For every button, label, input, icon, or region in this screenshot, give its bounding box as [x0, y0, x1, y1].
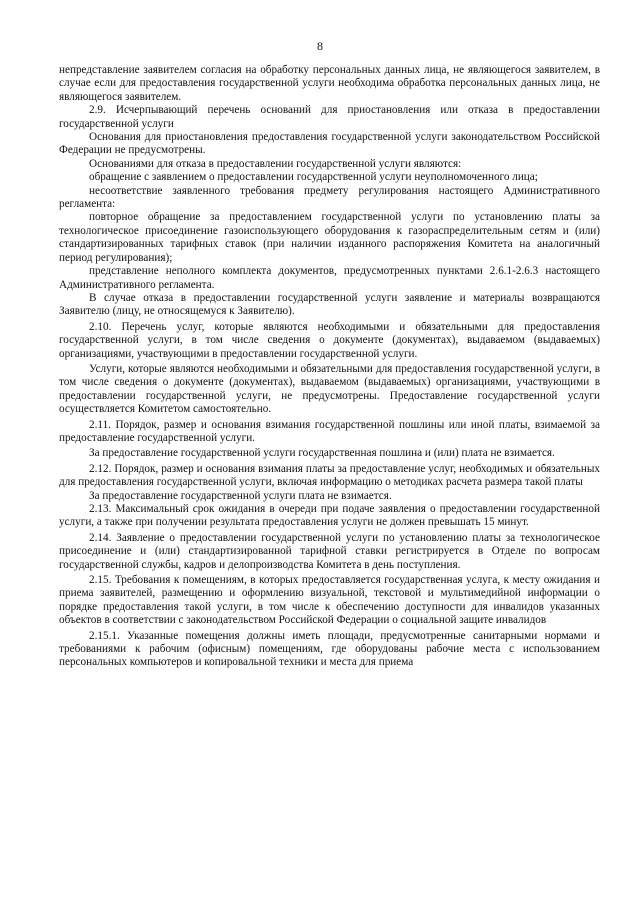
section-heading: 2.14. Заявление о предоставлении государственной услуги по установлению платы за технологическое присоединение и (или) стандартизированной тарифной ставки регистрируется в Отделе по вопросам государственной службы, кадров и делопроизводства Комитета в день поступления. [59, 531, 600, 571]
page-number: 8 [317, 39, 323, 53]
section-heading: 2.13. Максимальный срок ожидания в очереди при подаче заявления о предоставлении государственной услуги, а также при получении результата предоставления услуги не должен превышать 15 минут. [59, 503, 600, 529]
list-item: повторное обращение за предоставлением государственной услуги по установлению платы за технологическое присоединение газоиспользующего оборудования к газораспределительным сетям и (или) стандартизированных тарифных ставок (при наличии изданного распоряжения Комитета на аналогичный период регулирования); [59, 211, 600, 264]
list-item: обращение с заявлением о предоставлении государственной услуги неуполномоченного лица; [89, 171, 538, 184]
section-heading: 2.10. Перечень услуг, которые являются необходимыми и обязательными для предоставления государственной услуги, в том числе сведения о документе (документах), выдаваемом (выдаваемых) организациями, участвующими в предоставлении государственной услуги. [59, 320, 600, 360]
paragraph: непредставление заявителем согласия на обработку персональных данных лица, не являющегося заявителем, в случае если для предоставления государственной услуги необходима обработка персональных данных лица, не являющегося заявителем. [59, 64, 600, 103]
list-item: несоответствие заявленного требования предмету регулирования настоящего Административного регламента: [59, 184, 600, 211]
paragraph: За предоставление государственной услуги плата не взимается. [89, 489, 392, 502]
paragraph: Услуги, которые являются необходимыми и обязательными для предоставления государственной услуги, в том числе сведения о документе (документах), выдаваемом (выдаваемых) организациями, участвующими в предоставлении государственной услуги, не предусмотрены. Предоставление государственной услуги осуществляется Комитетом самостоятельно. [59, 362, 600, 416]
document-body [59, 64, 600, 670]
paragraph: Основаниями для отказа в предоставлении государственной услуги являются: [89, 157, 462, 170]
section-heading: 2.9. Исчерпывающий перечень оснований для приостановления или отказа в предоставлении государственной услуги [59, 104, 600, 130]
paragraph: 2.15.1. Указанные помещения должны иметь площади, предусмотренные санитарными нормами и требованиями к рабочим (офисным) помещениям, где оборудованы рабочие места с использованием персональных компьютеров и копировальной техники и места для приема [59, 629, 600, 669]
section-heading: 2.11. Порядок, размер и основания взимания государственной пошлины или иной платы, взимаемой за предоставление государственной услуги. [59, 418, 600, 444]
paragraph: В случае отказа в предоставлении государственной услуги заявление и материалы возвращаются Заявителю (лицу, не относящемуся к Заявителю). [59, 291, 600, 318]
list-item: представление неполного комплекта документов, предусмотренных пунктами 2.6.1-2.6.3 настоящего Административного регламента. [59, 265, 600, 291]
paragraph: Основания для приостановления предоставления государственной услуги законодательством Российской Федерации не предусмотрены. [59, 131, 600, 157]
paragraph: За предоставление государственной услуги государственная пошлина и (или) плата не взимается. [89, 447, 555, 460]
section-heading: 2.12. Порядок, размер и основания взимания платы за предоставление услуг, необходимых и обязательных для предоставления государственной услуги, включая информацию о методиках расчета размера такой платы [59, 462, 600, 489]
section-heading: 2.15. Требования к помещениям, в которых предоставляется государственная услуга, к месту ожидания и приема заявителей, размещению и оформлению визуальной, текстовой и мультимедийной информации о порядке предоставления такой услуги, в том числе к обеспечению доступности для инвалидов указанных объектов в соответствии с законодательством Российской Федерации о социальной защите инвалидов [59, 574, 600, 627]
